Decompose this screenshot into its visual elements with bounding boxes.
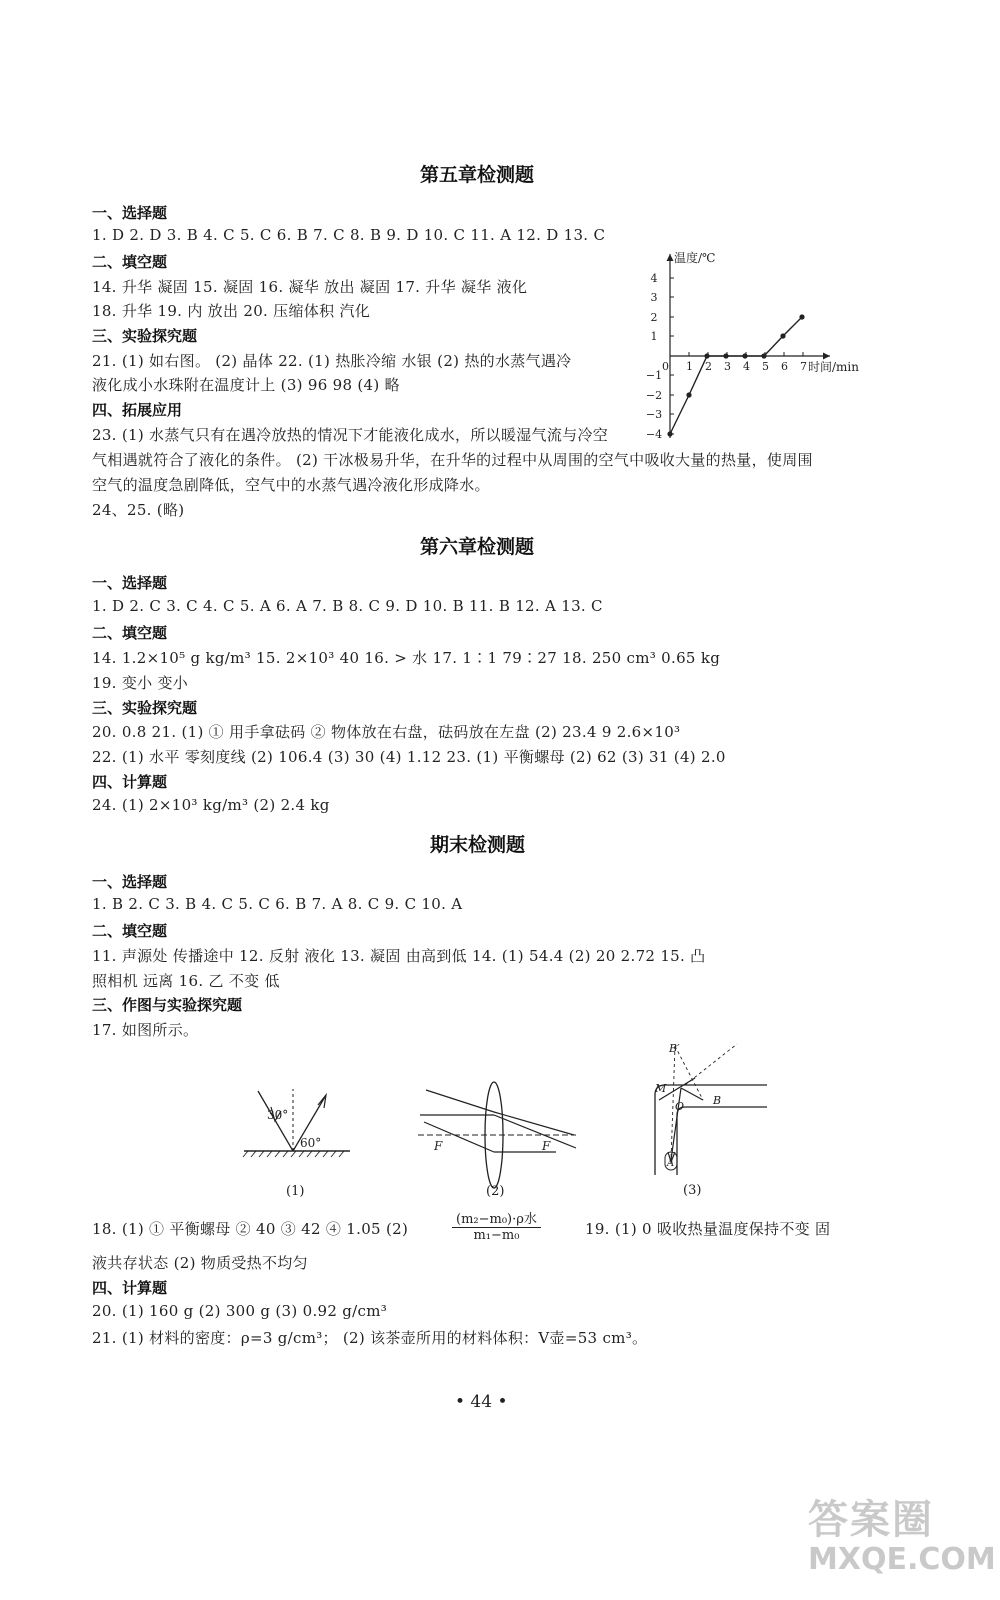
x-tick-label: 7 <box>800 360 807 373</box>
final-line-5b: 19. (1) 0 吸收热量温度保持不变 固 <box>585 1220 831 1238</box>
ch6-section-choice: 一、选择题 <box>92 574 168 592</box>
x-tick-label: 3 <box>724 360 731 373</box>
ch5-line-5: 液化成小水珠附在温度计上 (3) 96 98 (4) 略 <box>92 376 400 394</box>
x-tick-label: 1 <box>686 360 693 373</box>
light-ray <box>681 1088 703 1100</box>
x-tick-label: 0 <box>662 360 669 373</box>
ch5-line-2: 14. 升华 凝固 15. 凝固 16. 凝华 放出 凝固 17. 升华 凝华 液化 <box>92 278 528 296</box>
ch5-section-experiment: 三、实验探究题 <box>92 327 198 345</box>
final-section-choice: 一、选择题 <box>92 873 168 891</box>
ch5-line-6: 23. (1) 水蒸气只有在遇冷放热的情况下才能液化成水，所以暖湿气流与冷空 <box>92 426 609 444</box>
point-b: B <box>713 1094 722 1107</box>
final-line-8: 21. (1) 材料的密度：ρ=3 g/cm³； (2) 该茶壶所用的材料体积：V壶=53 cm³。 <box>92 1329 648 1347</box>
x-tick-label: 6 <box>781 360 788 373</box>
ch6-section-experiment: 三、实验探究题 <box>92 699 198 717</box>
ch6-line-2: 14. 1.2×10⁵ g kg/m³ 15. 2×10³ 40 16. > 水 17. 1∶1 79∶27 18. 250 cm³ 0.65 kg <box>92 649 721 667</box>
watermark-logo: 答案圈 <box>808 1497 934 1543</box>
ch5-section-choice: 一、选择题 <box>92 204 168 222</box>
final-line-2: 11. 声源处 传播途中 12. 反射 液化 13. 凝固 由高到低 14. (1) 54.4 (2) 20 2.72 15. 凸 <box>92 947 706 965</box>
angle-60-label: 60° <box>300 1136 322 1150</box>
ch6-line-4: 20. 0.8 21. (1) ① 用手拿砝码 ② 物体放在右盘，砝码放在左盘 (2) 23.4 9 2.6×10³ <box>92 723 681 741</box>
ch6-section-calc: 四、计算题 <box>92 773 168 791</box>
ray-in-1 <box>426 1090 494 1112</box>
angle-30-label: 30° <box>267 1108 289 1122</box>
data-point <box>761 353 766 358</box>
ch6-line-1: 1. D 2. C 3. C 4. C 5. A 6. A 7. B 8. C 9. D 10. B 11. B 12. A 13. C <box>92 597 603 615</box>
tube-inner-wall <box>677 1107 767 1175</box>
figure-1-reflection <box>238 1085 358 1205</box>
final-section-drawing: 三、作图与实验探究题 <box>92 996 243 1014</box>
final-line-7: 20. (1) 160 g (2) 300 g (3) 0.92 g/cm³ <box>92 1302 388 1320</box>
point-a: A <box>667 1158 675 1169</box>
fraction-numerator: (m₂−m₀)·ρ水 <box>452 1208 541 1228</box>
data-point <box>704 353 709 358</box>
final-line-6: 液共存状态 (2) 物质受热不均匀 <box>92 1254 308 1272</box>
y-tick-label: 2 <box>650 311 658 324</box>
ch5-line-7: 气相遇就符合了液化的条件。 (2) 干冰极易升华，在升华的过程中从周围的空气中吸收大量的热量，使周围 <box>92 451 813 469</box>
figure-1-caption: (1) <box>286 1184 305 1199</box>
x-axis-label: 时间/min <box>808 360 859 374</box>
final-line-5a: 18. (1) ① 平衡螺母 ② 40 ③ 42 ④ 1.05 (2) <box>92 1220 409 1238</box>
y-tick-label: 4 <box>650 272 658 285</box>
temperature-time-graph <box>640 246 880 446</box>
point-m: M <box>655 1082 667 1095</box>
ch5-line-9: 24、25. (略) <box>92 501 185 519</box>
density-fraction <box>452 1208 541 1243</box>
ch5-line-4: 21. (1) 如右图。 (2) 晶体 22. (1) 热胀冷缩 水银 (2) 热的水蒸气遇冷 <box>92 352 572 370</box>
figure-3-caption: (3) <box>683 1183 702 1198</box>
final-section-fill: 二、填空题 <box>92 922 168 940</box>
data-point <box>742 353 747 358</box>
watermark-url: MXQE.COM <box>808 1542 996 1577</box>
y-tick-label: −1 <box>645 369 663 382</box>
x-tick-label: 5 <box>762 360 769 373</box>
final-section-calc: 四、计算题 <box>92 1279 168 1297</box>
x-tick-label: 2 <box>705 360 712 373</box>
page-number: • 44 • <box>455 1392 508 1412</box>
point-b-prime: B′ <box>669 1042 680 1055</box>
data-point <box>686 392 691 397</box>
data-point <box>780 333 785 338</box>
chapter6-title: 第六章检测题 <box>420 536 535 558</box>
fraction-denominator: m₁−m₀ <box>473 1228 520 1243</box>
focal-point-left: F <box>434 1139 443 1153</box>
y-tick-label: 3 <box>650 291 658 304</box>
data-point <box>723 353 728 358</box>
figure-2-caption: (2) <box>486 1184 505 1199</box>
data-point <box>667 431 672 436</box>
ch5-line-1: 1. D 2. D 3. B 4. C 5. C 6. B 7. C 8. B 9. D 10. C 11. A 12. D 13. C <box>92 226 606 244</box>
data-point <box>799 314 804 319</box>
ch5-line-8: 空气的温度急剧降低，空气中的水蒸气遇冷液化形成降水。 <box>92 476 490 494</box>
ch6-line-5: 22. (1) 水平 零刻度线 (2) 106.4 (3) 30 (4) 1.12 23. (1) 平衡螺母 (2) 62 (3) 31 (4) 2.0 <box>92 748 726 766</box>
final-title: 期末检测题 <box>430 834 526 856</box>
ch5-section-extension: 四、拓展应用 <box>92 401 183 419</box>
ch5-line-3: 18. 升华 19. 内 放出 20. 压缩体积 汽化 <box>92 302 371 320</box>
final-line-3: 照相机 远离 16. 乙 不变 低 <box>92 972 280 990</box>
ch5-section-fill: 二、填空题 <box>92 253 168 271</box>
final-line-1: 1. B 2. C 3. B 4. C 5. C 6. B 7. A 8. C 9. C 10. A <box>92 895 463 913</box>
focal-point-right: F <box>542 1139 551 1153</box>
y-tick-label: −2 <box>645 389 663 402</box>
y-tick-label: −3 <box>645 408 663 421</box>
y-axis-label: 温度/℃ <box>674 251 716 265</box>
point-o: O <box>675 1100 685 1113</box>
figure-3-mirror-image <box>645 1040 775 1205</box>
ch6-section-fill: 二、填空题 <box>92 624 168 642</box>
final-line-4: 17. 如图所示。 <box>92 1021 199 1039</box>
ch6-line-6: 24. (1) 2×10³ kg/m³ (2) 2.4 kg <box>92 796 330 814</box>
y-tick-label: −4 <box>645 428 663 441</box>
chapter5-title: 第五章检测题 <box>420 164 535 186</box>
ch6-line-3: 19. 变小 变小 <box>92 674 189 692</box>
figure-2-convex-lens <box>416 1080 586 1205</box>
y-tick-label: 1 <box>650 330 658 343</box>
x-tick-label: 4 <box>743 360 750 373</box>
